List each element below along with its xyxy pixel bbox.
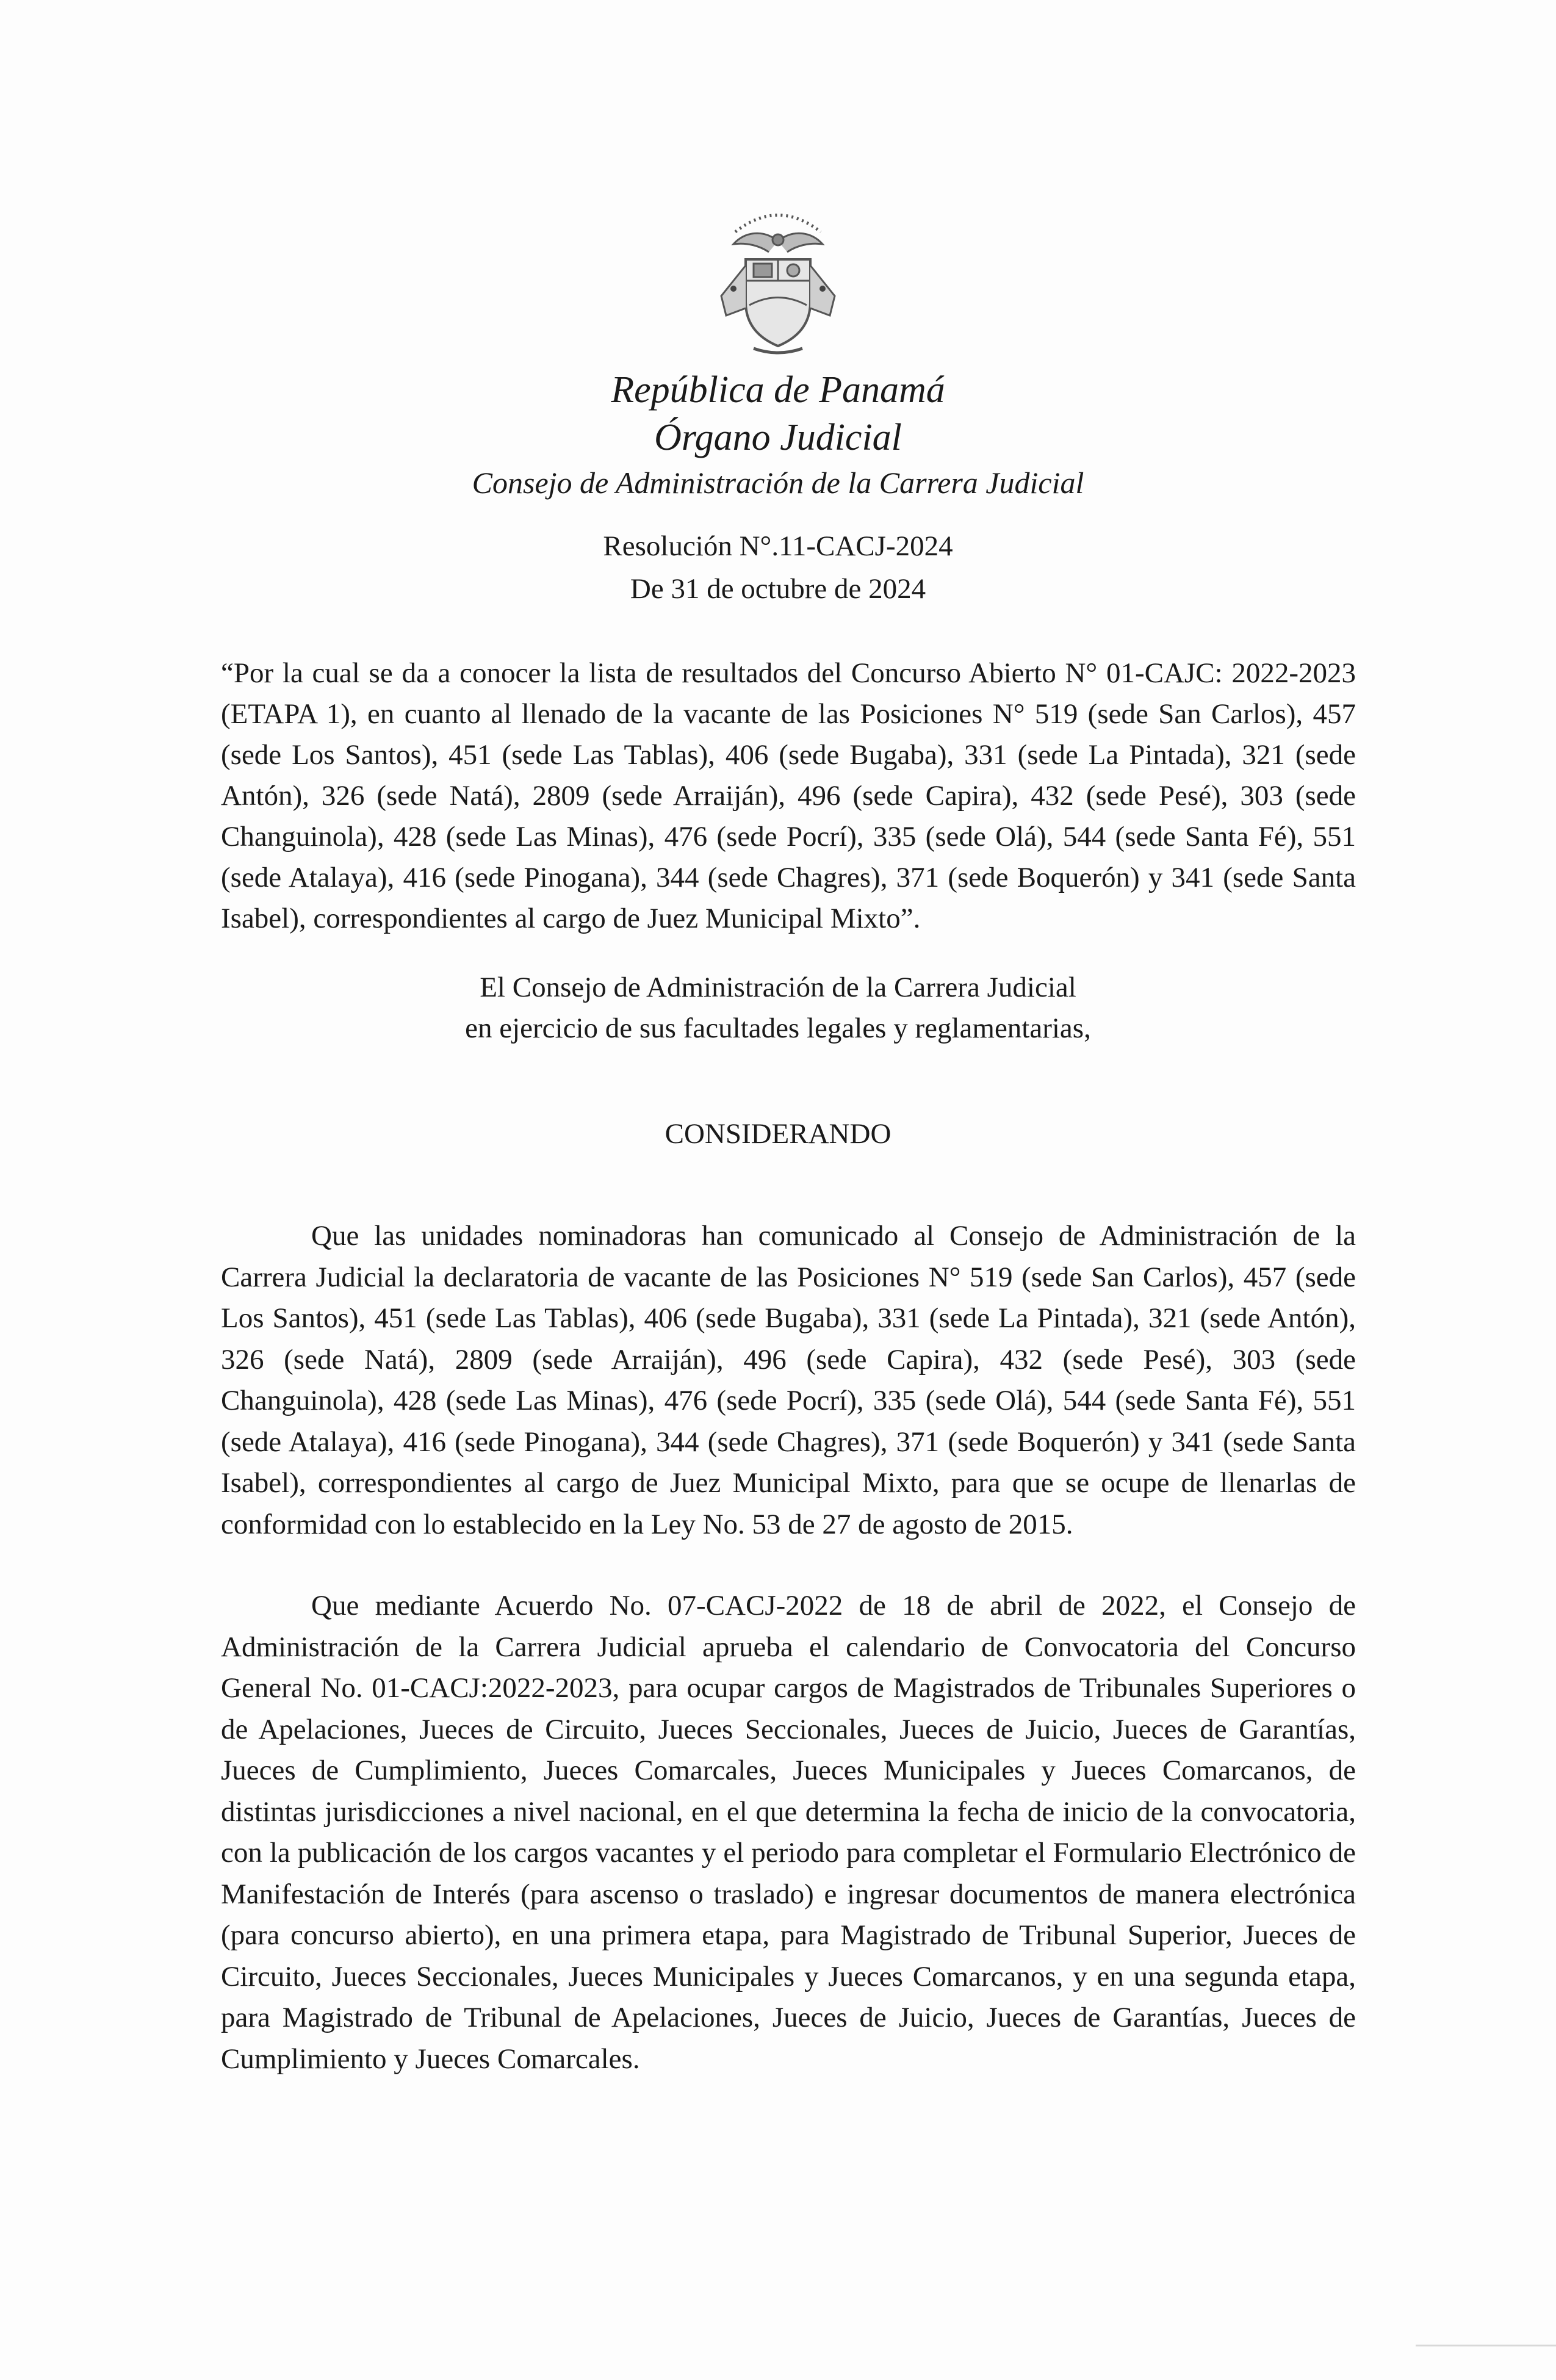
resolution-number: Resolución N°.11-CACJ-2024 [603, 530, 953, 562]
resolution-summary: “Por la cual se da a conocer la lista de resultados del Concurso Abierto N° 01-CAJC: 2022-2023 (ETAPA 1), en cuanto al llenado de la vacante de las Posiciones N° 519 (sede San Carlos), 457 (sede Los Santos), 451 (sede Las Tablas), 406 (sede Bugaba), 331 (sede La Pintada), 321 (sede Antón), 326 (sede Natá), 2809 (sede Arraiján), 496 (sede Capira), 432 (sede Pesé), 303 (sede Changuinola), 428 (sede Las Minas), 476 (sede Pocrí), 335 (sede Olá), 544 (sede Santa Fé), 551 (sede Atalaya), 416 (sede Pinogana), 344 (sede Chagres), 371 (sede Boquerón) y 341 (sede Santa Isabel), correspondientes al cargo de Juez Municipal Mixto”. [221, 657, 1356, 934]
intro-line-2: en ejercicio de sus facultades legales y reglamentarias, [465, 1012, 1091, 1044]
header-council: Consejo de Administración de la Carrera Judicial [472, 466, 1084, 500]
paragraph-2: Que mediante Acuerdo No. 07-CACJ-2022 de 18 de abril de 2022, el Consejo de Administración de la Carrera Judicial aprueba el calendario de Convocatoria del Concurso General No. 01-CACJ:2022-2023, para ocupar cargos de Magistrados de Tribunales Superiores o de Apelaciones, Jueces de Circuito, Jueces Seccionales, Jueces de Juicio, Jueces de Garantías, Jueces de Cumplimiento, Jueces Comarcales, Jueces Municipales y Jueces Comarcanos, de distintas jurisdicciones a nivel nacional, en el que determina la fecha de inicio de la convocatoria, con la publicación de los cargos vacantes y el periodo para completar el Formulario Electrónico de Manifestación de Interés (para ascenso o traslado) e ingresar documentos de manera electrónica (para concurso abierto), en una primera etapa, para Magistrado de Tribunal Superior, Jueces de Circuito, Jueces Seccionales, Jueces Municipales y Jueces Comarcanos, y en una segunda etapa, para Magistrado de Tribunal de Apelaciones, Jueces de Juicio, Jueces de Garantías, Jueces de Cumplimiento y Jueces Comarcales. [221, 1590, 1356, 2075]
intro-block [0, 967, 1556, 1049]
intro-line-1: El Consejo de Administración de la Carrera Judicial [480, 972, 1076, 1003]
scan-edge-mark [1416, 2345, 1556, 2346]
considering-heading: CONSIDERANDO [665, 1118, 891, 1150]
resolution-block [0, 525, 1556, 610]
header-organ: Órgano Judicial [654, 417, 902, 458]
paragraph-1: Que las unidades nominadoras han comunicado al Consejo de Administración de la Carrera Judicial la declaratoria de vacante de las Posiciones N° 519 (sede San Carlos), 457 (sede Los Santos), 451 (sede Las Tablas), 406 (sede Bugaba), 331 (sede La Pintada), 321 (sede Antón), 326 (sede Natá), 2809 (sede Arraiján), 496 (sede Capira), 432 (sede Pesé), 303 (sede Changuinola), 428 (sede Las Minas), 476 (sede Pocrí), 335 (sede Olá), 544 (sede Santa Fé), 551 (sede Atalaya), 416 (sede Pinogana), 344 (sede Chagres), 371 (sede Boquerón) y 341 (sede Santa Isabel), correspondientes al cargo de Juez Municipal Mixto, para que se ocupe de llenarlas de conformidad con lo establecido en la Ley No. 53 de 27 de agosto de 2015. [221, 1220, 1356, 1540]
coat-of-arms-icon [677, 174, 879, 375]
header-country: República de Panamá [611, 369, 945, 411]
document-header [0, 366, 1556, 504]
resolution-date: De 31 de octubre de 2024 [630, 573, 926, 605]
